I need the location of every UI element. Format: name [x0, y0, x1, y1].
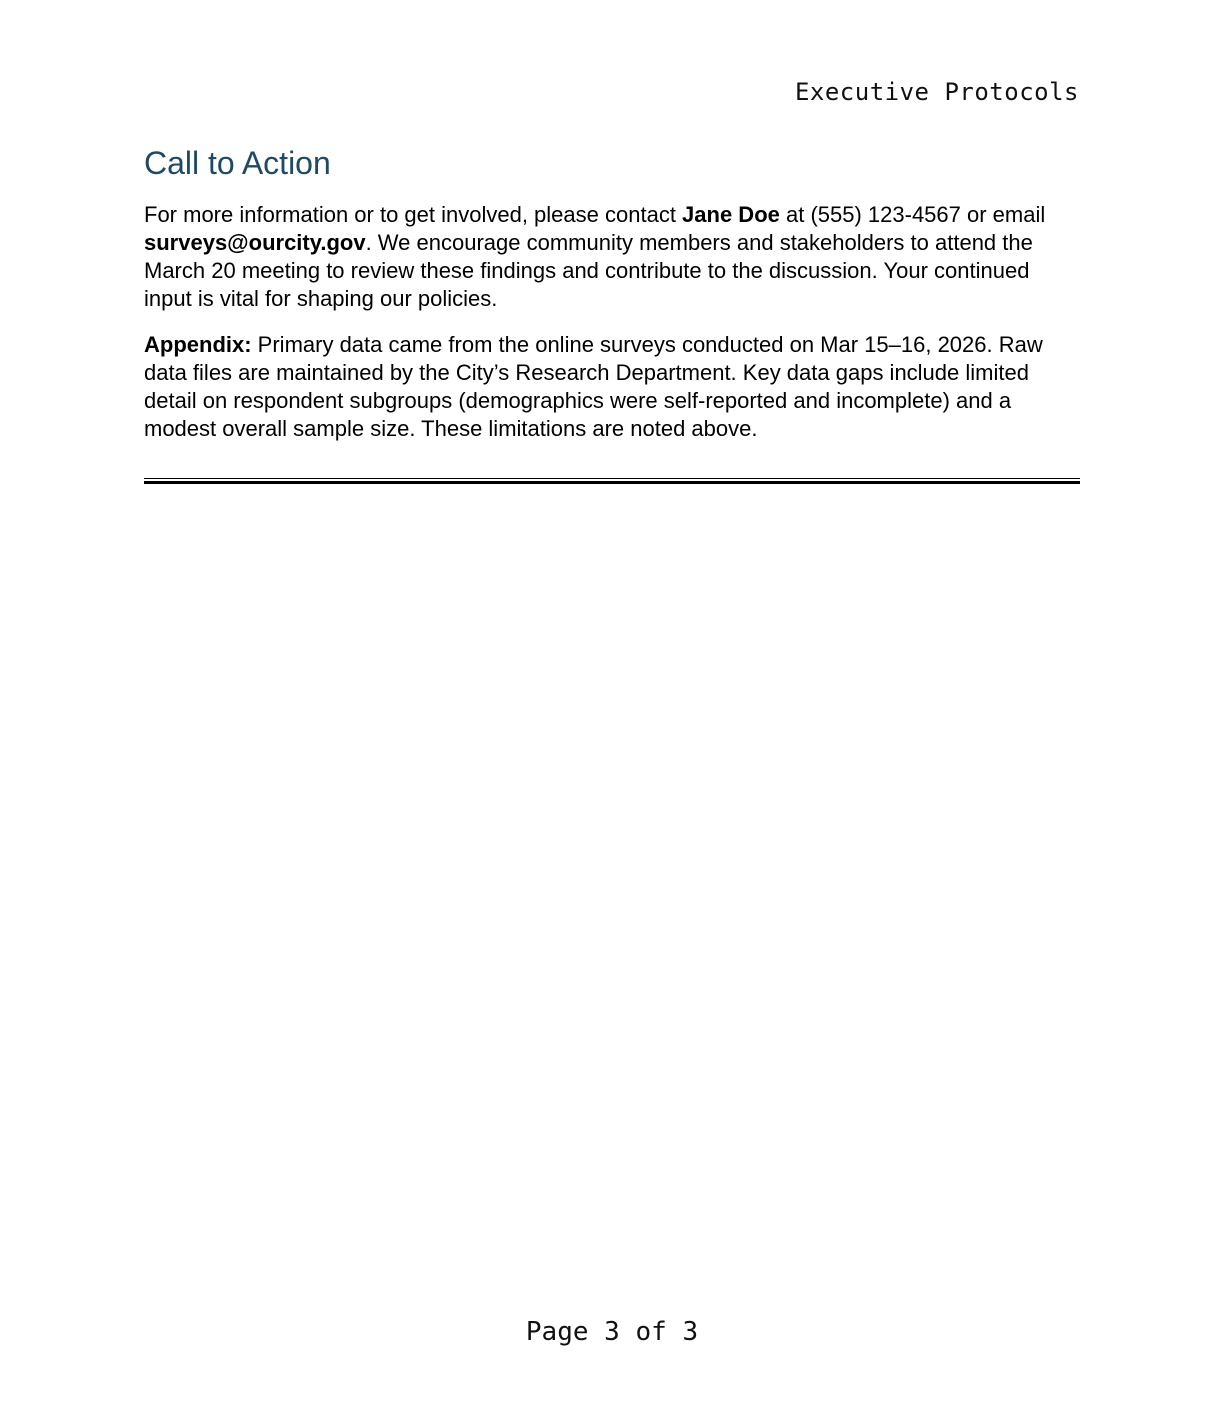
section-title: Call to Action: [144, 145, 331, 181]
page-number: Page 3 of 3: [525, 1317, 699, 1347]
section-divider: [144, 478, 1080, 484]
appendix-paragraph: [144, 331, 1080, 443]
running-header: Executive Protocols: [794, 78, 1079, 106]
appendix-text: Primary data came from the online surveys conducted on Mar 15–16, 2026. Raw data files are maintained by the City’s Research Department. Key data gaps include limited detail on respondent subgroups (demographics were self-reported and incomplete) and a modest overall sample size. These limitations are noted above.: [144, 332, 1043, 441]
appendix-label: Appendix:: [144, 332, 252, 357]
main-content: [144, 143, 1080, 461]
contact-name: Jane Doe: [682, 202, 780, 227]
contact-phone-text: at (555) 123-4567 or email: [779, 202, 1046, 227]
contact-intro-text: For more information or to get involved, please contact: [144, 202, 683, 227]
contact-rest-text: . We encourage community members and stakeholders to attend the March 20 meeting to review these findings and contribute to the discussion. Your continued input is vital for shaping our policies.: [144, 230, 1033, 311]
contact-paragraph: [144, 201, 1080, 313]
contact-email: surveys@ourcity.gov: [144, 230, 366, 255]
